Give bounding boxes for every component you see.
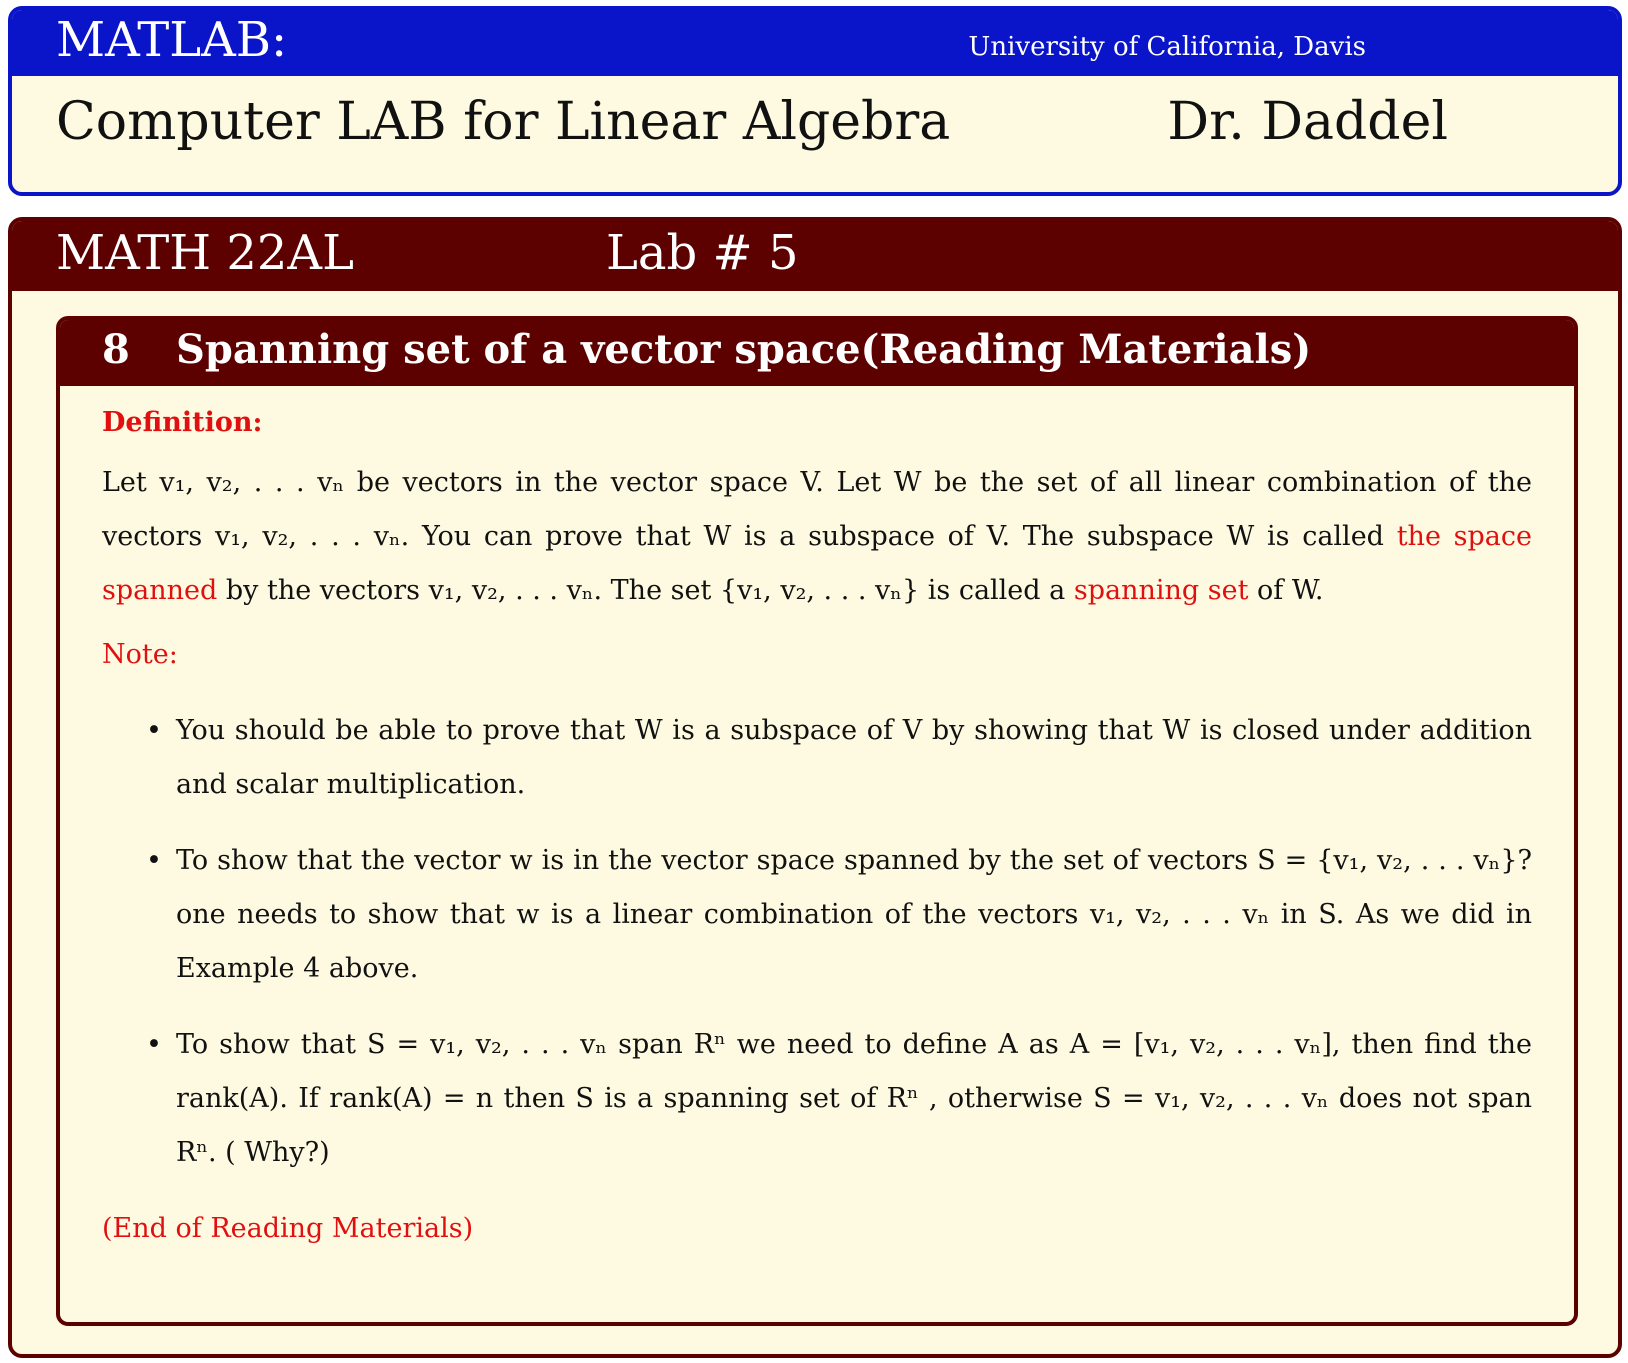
section-number: 8 bbox=[102, 326, 130, 373]
term-spanning-set: spanning set bbox=[1073, 575, 1249, 606]
note-bullet-1: • You should be able to prove that W is a subspace of V by showing that W is closed under addition and scalar multiplication. bbox=[176, 704, 1532, 812]
note-bullet-3: • To show that S = v₁, v₂, . . . vₙ span Rⁿ we need to define A as A = [v₁, v₂, . . . vₙ], then find the rank(A). If rank(A) = n then S is a spanning set of Rⁿ , otherwise S = v₁, v₂, . . . vₙ does not span Rⁿ. ( Why?) bbox=[176, 1018, 1532, 1180]
section-content bbox=[102, 396, 1532, 1256]
header-title: MATLAB: bbox=[56, 12, 288, 68]
note-label: Note: bbox=[102, 639, 178, 670]
term-space-spanned: the space spanned bbox=[102, 521, 1532, 606]
note-list bbox=[102, 704, 1532, 1180]
definition-text-middle: by the vectors v₁, v₂, . . . vₙ. The set {v₁, v₂, . . . vₙ} is called a bbox=[217, 575, 1074, 606]
course-name: Computer LAB for Linear Algebra bbox=[56, 92, 951, 152]
definition-text-before: Let v₁, v₂, . . . vₙ be vectors in the vector space V. Let W be the set of all linear combination of the vectors v₁, v₂, . . . vₙ. You can prove that W is a subspace of V. The subspace W is called bbox=[102, 467, 1532, 552]
definition-text-after: of W. bbox=[1248, 575, 1324, 606]
university-name: University of California, Davis bbox=[968, 32, 1366, 62]
end-label: (End of Reading Materials) bbox=[102, 1213, 474, 1244]
section-title: Spanning set of a vector space(Reading Materials) bbox=[176, 326, 1312, 373]
definition-paragraph bbox=[102, 456, 1532, 618]
definition-label: Definition: bbox=[102, 407, 263, 438]
header-subtitle-row bbox=[12, 76, 1618, 176]
course-code: MATH 22AL bbox=[56, 225, 354, 281]
header-bar bbox=[12, 10, 1618, 76]
section-box bbox=[56, 316, 1578, 1326]
section-bar bbox=[60, 320, 1574, 386]
header-box bbox=[8, 6, 1622, 196]
lab-bar bbox=[12, 221, 1618, 291]
note-bullet-2: • To show that the vector w is in the vector space spanned by the set of vectors S = {v₁, v₂, . . . vₙ}? one needs to show that w is a linear combination of the vectors v₁, v₂, . . . vₙ in S. As we did in Example 4 above. bbox=[176, 834, 1532, 996]
lab-box bbox=[8, 217, 1622, 1358]
instructor-name: Dr. Daddel bbox=[1167, 92, 1448, 152]
lab-label: Lab # 5 bbox=[606, 225, 799, 281]
